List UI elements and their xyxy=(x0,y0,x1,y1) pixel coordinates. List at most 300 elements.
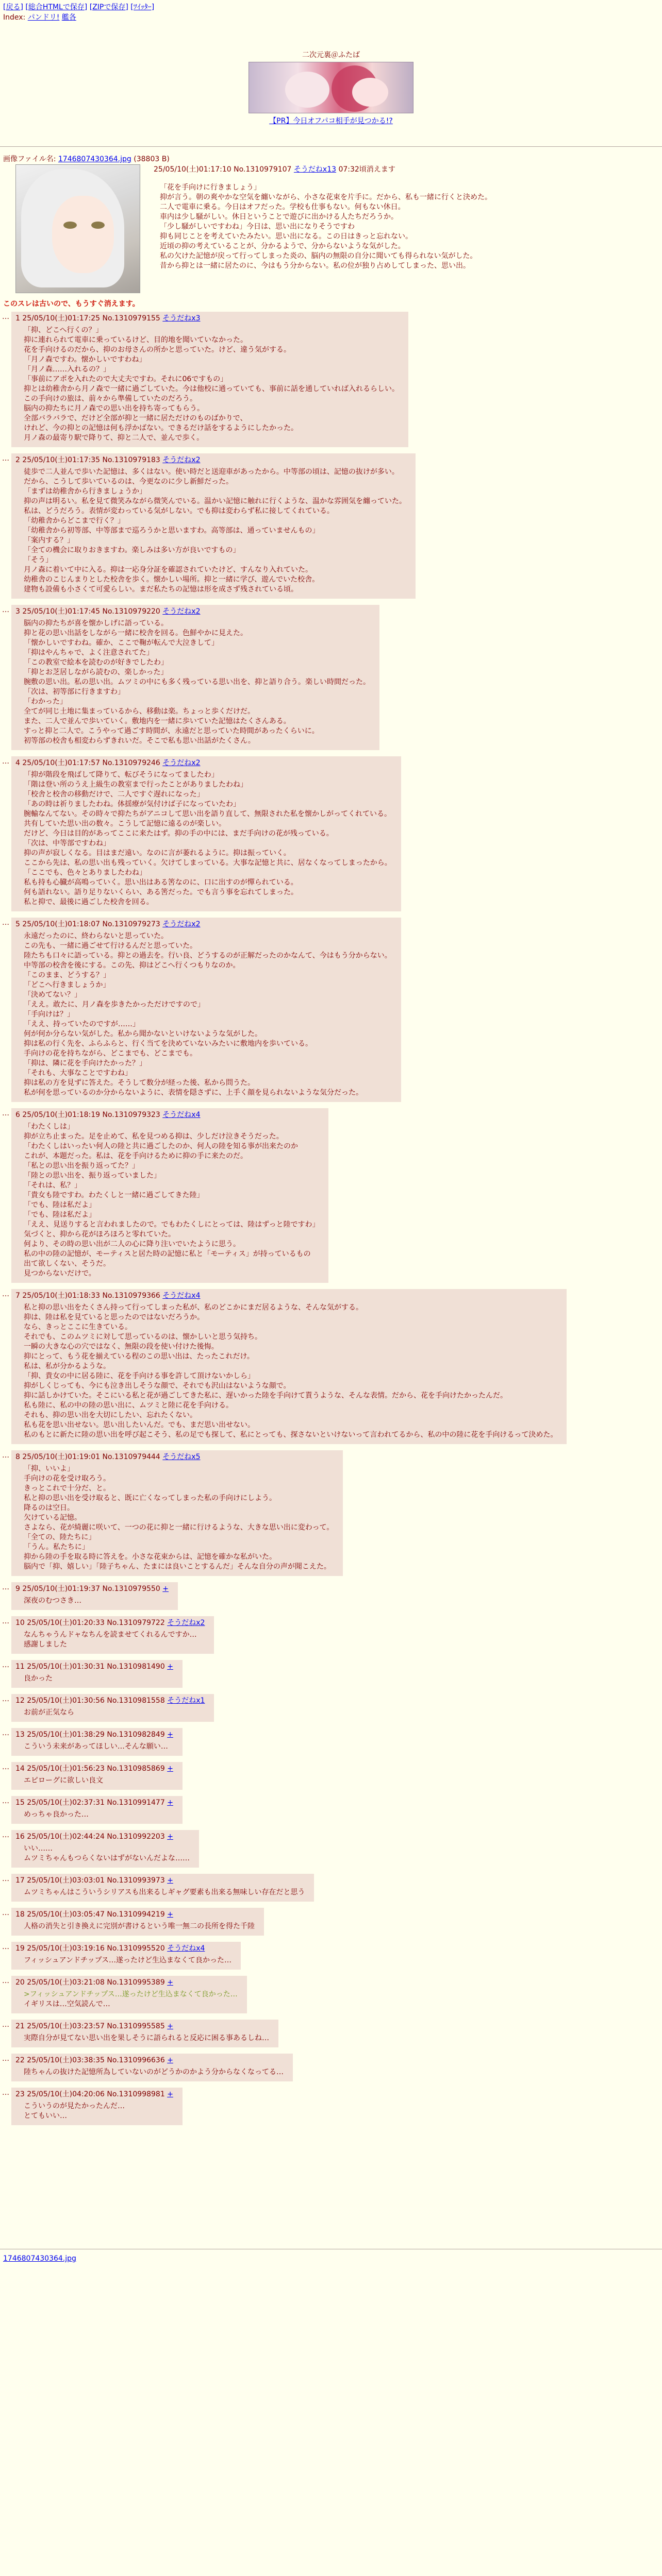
reply-body xyxy=(24,1303,557,1440)
reply-body xyxy=(24,2102,173,2121)
reply-body-line: 抑がしくじっても、今にも泣き出しそうな顔で、それでも沢山はないような顔で。 xyxy=(24,1382,291,1390)
reply-date: 25/05/10(土)03:38:35 xyxy=(27,2056,105,2064)
op-file-link[interactable]: 1746807430364.jpg xyxy=(58,155,131,163)
reply-date: 25/05/10(土)01:17:45 xyxy=(22,607,101,616)
reply-body-line: 抑は私の行く先を、ふらふらと、行く当てを決めていないみたいに敷地内を歩いている。 xyxy=(24,1040,312,1048)
reply-body-line: 「わかった」 xyxy=(24,698,67,706)
reply-indent-marker: … xyxy=(2,1977,9,1985)
reply-date: 25/05/10(土)01:38:29 xyxy=(27,1731,105,1739)
reply-body xyxy=(24,1742,173,1752)
reply-date: 25/05/10(土)01:30:56 xyxy=(27,1697,105,1705)
op-body-line: 昔から抑とは一緒に居たのに、今はもう分からない。私の位が独り占めしてしまった、思い出。 xyxy=(160,262,470,270)
reply-body-line: 感謝しました xyxy=(24,1640,67,1649)
reply-body-line: 私の中の陸の記憶が、モーティスと居た時の記憶に私と「モーティス」が持っているもの xyxy=(24,1250,311,1258)
reply-number: 16 xyxy=(15,1833,25,1841)
op-file-line xyxy=(0,151,662,164)
reply-body-line: 「抑が階段を飛ばして降りて、転びそうになってましたわ」 xyxy=(24,771,219,779)
reply-body-line: 「どこへ行きましょうか」 xyxy=(24,981,110,989)
reply-number: 10 xyxy=(15,1619,25,1627)
op-body-line: 車内は少し騒がしい。休日ということで遊びに出かける人たちだろうか。 xyxy=(160,213,398,221)
reply-indent-marker: … xyxy=(2,1617,9,1625)
reply-no: No.1310981558 xyxy=(107,1697,165,1705)
reply-post xyxy=(0,1660,662,1688)
op-no: No.1310979107 xyxy=(234,165,292,174)
reply-sodane-button[interactable]: そうだねx4 xyxy=(162,1292,201,1300)
reply-header xyxy=(15,1730,173,1740)
reply-sodane-button[interactable]: + xyxy=(167,1731,173,1739)
reply-body-line: 抑の声は明るい。私を見て微笑みながら微笑んでいる。温かい記憶に触れに行くような、温かな雰囲気を纏っていた。 xyxy=(24,497,406,505)
reply-body-line: これが、本題だった。私は、花を手向けるために抑の手に来たのだ。 xyxy=(24,1152,247,1160)
reply-sodane-button[interactable]: + xyxy=(167,1978,173,1987)
reply-no: No.1310996636 xyxy=(107,2056,165,2064)
back-link[interactable]: [戻る] xyxy=(3,3,23,11)
reply-date: 25/05/10(土)01:18:07 xyxy=(22,920,101,928)
reply-body-line: 良かった xyxy=(24,1674,53,1683)
reply-body-line: ムツミちゃんはこういうシリアスも出来るしギャグ要素も出来る無味しい存在だと思う xyxy=(24,1888,305,1896)
reply-body-line: 「それは、私？」 xyxy=(24,1181,81,1190)
reply-body-line: 抑に連れられて電車に乗っているけど、目的地を聞いていなかった。 xyxy=(24,336,247,344)
reply-header xyxy=(15,2090,173,2099)
index-item-bandori[interactable]: パンドリ! xyxy=(27,13,60,22)
reply-body-line: 幼稚舎のこじんまりとした校舎を歩く。懐かしい場所。抑と一緒に学び、遊んでいた校舎。 xyxy=(24,575,320,584)
op-thumbnail[interactable] xyxy=(15,164,140,293)
reply-body-line: 陸ちゃんの抜けた記憶所為していないのがどうかのかよう分からなくなってる… xyxy=(24,2068,284,2076)
reply-date: 25/05/10(土)01:18:19 xyxy=(22,1111,101,1119)
reply-list xyxy=(0,312,662,2125)
op-body-line: 近頃の抑の考えていることが、分かるようで、分からないような気がした。 xyxy=(160,242,405,250)
reply-body-line: ここから先は、私の思い出も残っていく。欠けてしまっている。大事な記憶と共に、居なくなってしまったから。 xyxy=(24,859,392,867)
reply-post xyxy=(0,1942,662,1970)
zip-save-link[interactable]: [ZIPで保存] xyxy=(89,3,128,11)
reply-header xyxy=(15,1696,205,1706)
reply-body-line: 何が何か分らない気がした。私から聞かないといけないような気がした。 xyxy=(24,1030,262,1038)
reply-indent-marker: … xyxy=(2,1661,9,1669)
reply-date: 25/05/10(土)01:18:33 xyxy=(22,1292,101,1300)
reply-indent-marker: … xyxy=(2,1763,9,1771)
reply-sodane-button[interactable]: そうだねx5 xyxy=(162,1453,201,1461)
reply-box xyxy=(11,1874,314,1902)
reply-indent-marker: … xyxy=(2,1831,9,1839)
reply-body-line: 「抑とお芝居しながら読むの、楽しかった」 xyxy=(24,668,168,676)
reply-sodane-button[interactable]: そうだねx3 xyxy=(162,314,201,323)
reply-no: No.1310995520 xyxy=(107,1944,165,1953)
reply-number: 11 xyxy=(15,1663,25,1671)
reply-body xyxy=(24,1888,305,1897)
reply-post xyxy=(0,1762,662,1790)
reply-indent-marker: … xyxy=(2,313,9,321)
reply-header xyxy=(15,1944,231,1954)
reply-body xyxy=(24,1844,190,1863)
reply-date: 25/05/10(土)01:20:33 xyxy=(27,1619,105,1627)
reply-body-line: 私と抑で、最後に過ごした校舎を回る。 xyxy=(24,898,154,906)
reply-body-line: 抑は私の方を見ずに答えた。そうして数分が経った後、私から問うた。 xyxy=(24,1079,255,1087)
reply-body-line: 何も語れない。語り足りないくらい、ある筈だった。でも言う事を忘れてしまった。 xyxy=(24,888,298,896)
op-body xyxy=(160,183,644,271)
reply-date: 25/05/10(土)01:17:35 xyxy=(22,456,101,464)
ad-box xyxy=(243,50,419,126)
reply-body-line: 「この教室で絵本を読むのが好きでしたわ」 xyxy=(24,658,168,667)
reply-indent-marker: … xyxy=(2,2055,9,2063)
reply-body-line: 「でも、陸は私だよ」 xyxy=(24,1201,96,1209)
reply-sodane-button[interactable]: + xyxy=(167,1799,173,1807)
reply-body-line: エピローグに欲しい良文 xyxy=(24,1776,103,1785)
reply-post xyxy=(0,312,662,447)
reply-body-line: 私は、私が分かるような。 xyxy=(24,1362,110,1370)
reply-number: 2 xyxy=(15,456,20,464)
footer-file-link[interactable]: 1746807430364.jpg xyxy=(3,2255,76,2263)
op-body-line: 抑が言う。朝の爽やかな空気を纏いながら、小さな花束を片手に。だから、私も一緒に行くと決めた。 xyxy=(160,193,492,201)
reply-body-line: 永遠だったのに、終わらないと思っていた。 xyxy=(24,932,168,940)
reply-body-line: 「それも、大事なことですわね」 xyxy=(24,1069,132,1077)
reply-body-line: 「ええ、見送りすると言われましたので。でもわたくしにとっては、陸はずっと陸ですわ」 xyxy=(24,1221,320,1229)
reply-body-line: また、二人で並んで歩いていく。敷地内を一緒に歩いていた記憶はたくさんある。 xyxy=(24,717,291,725)
reply-number: 18 xyxy=(15,1910,25,1919)
reply-body xyxy=(24,931,392,1098)
reply-number: 13 xyxy=(15,1731,25,1739)
reply-header xyxy=(15,1291,557,1301)
reply-sodane-button[interactable]: そうだねx2 xyxy=(162,607,201,616)
reply-no: No.1310992203 xyxy=(107,1833,165,1841)
reply-body-line: 私は、どうだろう。表情が変わっている気がしない。でも抑は変わらず私に接してくれている。 xyxy=(24,507,334,515)
reply-body-line: 「校舎と校舎の移動だけで、二人ですぐ遅れになった」 xyxy=(24,790,204,799)
reply-body-line: 人格の消失と引き換えに完別が書けるという唯一無二の長所を得た千陸 xyxy=(24,1922,255,1930)
reply-body-line: 「幼稚舎から初等部、中等部まで巡ろうかと思いますわ。高等部は、通っていませんもの」 xyxy=(24,527,320,535)
reply-body-line: 「まずは幼稚舎から行きましょうか」 xyxy=(24,487,146,496)
reply-body-line: めっちゃ良かった… xyxy=(24,1810,89,1819)
reply-body-line: 「案内する？」 xyxy=(24,536,74,545)
reply-indent-marker: … xyxy=(2,454,9,463)
reply-number: 7 xyxy=(15,1292,20,1300)
reply-box xyxy=(11,2020,278,2047)
reply-post xyxy=(0,1694,662,1722)
reply-body-line: 抑は、陸は私を見ていると思ったのではないだろうか。 xyxy=(24,1313,204,1321)
reply-body-line: 「私との思い出を振り返ってた？」 xyxy=(24,1162,139,1170)
reply-number: 19 xyxy=(15,1944,25,1953)
old-thread-notice: このスレは古いので、もうすぐ消えます。 xyxy=(3,300,140,308)
reply-date: 25/05/10(土)03:03:01 xyxy=(27,1876,105,1885)
reply-body-line: 「うん。私たちに」 xyxy=(24,1543,89,1551)
reply-header xyxy=(15,758,392,768)
reply-indent-marker: … xyxy=(2,1943,9,1951)
file-label: 画像ファイル名: xyxy=(3,155,56,163)
reply-body-line: 腕敷の思い出。私の思い出。ムツミの中にも多く残っている思い出を、抑と語り合う。楽しい時間だった。 xyxy=(24,678,370,686)
reply-body-line: 全部バラバラで、だけど全部が抑と一緒に居ただけのものばかりで、 xyxy=(24,414,247,422)
reply-body xyxy=(24,2067,284,2077)
reply-header xyxy=(15,607,370,617)
reply-indent-marker: … xyxy=(2,1583,9,1591)
footer xyxy=(0,2253,662,2264)
reply-body-line: それも、抑の思い出を大切にしたい、忘れたくない。 xyxy=(24,1411,197,1419)
top-nav xyxy=(0,0,662,12)
reply-box xyxy=(11,312,408,447)
op-sodane[interactable]: そうだねx13 xyxy=(293,165,337,174)
reply-number: 8 xyxy=(15,1453,20,1461)
reply-post xyxy=(0,1108,662,1283)
reply-body-line: 手向けの花を持ちながら、どこまでも、どこまでも。 xyxy=(24,1049,197,1058)
reply-body-line: 中等部の校舎を後にする。この先、抑はどこへ行くつもりなのか。 xyxy=(24,961,240,970)
reply-indent-marker: … xyxy=(2,757,9,766)
reply-body-line: 「事前にアポを入れたので大丈夫ですわ。それに06ですもの」 xyxy=(24,375,228,383)
reply-body-line: 「このまま、どうする？」 xyxy=(24,971,110,979)
reply-body-line: 「月ノ森ですわ。懐かしいですわね」 xyxy=(24,355,146,364)
reply-header xyxy=(15,1832,190,1842)
reply-body-line: 気づくと、抑から花がほろほろと零れていた。 xyxy=(24,1230,175,1239)
reply-header xyxy=(15,920,392,929)
reply-number: 9 xyxy=(15,1585,20,1593)
reply-indent-marker: … xyxy=(2,1290,9,1298)
reply-box xyxy=(11,1289,567,1444)
reply-header xyxy=(15,2056,284,2065)
reply-date: 25/05/10(土)02:44:24 xyxy=(27,1833,105,1841)
reply-body-line: 「わたくしは」 xyxy=(24,1123,74,1131)
reply-post xyxy=(0,453,662,599)
reply-box xyxy=(11,1762,183,1790)
reply-box xyxy=(11,1694,214,1722)
reply-body-line: 私が何を思っているのか分からないように、表情を隠さずに、上手く顔を見られないような気分だった。 xyxy=(24,1089,363,1097)
op-body-line: 「少し騒がしいですわね」今日は、思い出になりそうですわ xyxy=(160,223,355,231)
reply-box xyxy=(11,2054,293,2081)
reply-body-line: 「全ての、陸たちに」 xyxy=(24,1533,96,1541)
reply-box xyxy=(11,1450,343,1576)
reply-body-line: なら、きっとここに生きている。 xyxy=(24,1323,132,1331)
op-meta xyxy=(154,164,395,175)
index-label: Index: xyxy=(3,13,26,22)
reply-body-line: 抑の声が寂しくなる。目はまだ遠い。なのに言が萎れるように。抑は振っていく。 xyxy=(24,849,291,857)
reply-indent-marker: … xyxy=(2,1109,9,1117)
reply-date: 25/05/10(土)03:05:47 xyxy=(27,1910,105,1919)
reply-sodane-button[interactable]: + xyxy=(167,1663,173,1671)
reply-body-line: 「幼稚舎からどこまで行く？」 xyxy=(24,517,125,525)
reply-body-line: >フィッシュアンドチップス…遂ったけど生込まなくて良かった… xyxy=(24,1990,238,1998)
reply-box xyxy=(11,1660,183,1688)
reply-body xyxy=(24,1674,173,1684)
reply-no: No.1310995585 xyxy=(107,2022,165,2030)
reply-box xyxy=(11,1908,264,1936)
reply-header xyxy=(15,1662,173,1672)
reply-body-line: 「わたくしはいったい何人の陸と共に過ごしたのか、何人の陸を知る事が出来たのか xyxy=(24,1142,298,1150)
reply-sodane-button[interactable]: + xyxy=(167,1833,173,1841)
reply-number: 4 xyxy=(15,759,20,767)
reply-sodane-button[interactable]: そうだねx4 xyxy=(162,1111,201,1119)
reply-body-line: 月ノ森に着いて中に入る。抑は一応身分証を確認されていたけど、すんなり入れていた。 xyxy=(24,566,312,574)
reply-sodane-button[interactable]: + xyxy=(167,1910,173,1919)
reply-number: 17 xyxy=(15,1876,25,1885)
reply-sodane-button[interactable]: + xyxy=(167,2022,173,2030)
reply-header xyxy=(15,1618,205,1628)
reply-sodane-button[interactable]: + xyxy=(167,1876,173,1885)
reply-body-line: お前が正気なら xyxy=(24,1708,74,1717)
reply-body-line: 私と抑の思い出を受け取ると、既に亡くなってしまった私の手向けにしよう。 xyxy=(24,1494,276,1502)
op-body-line: 二人で電車に乗る。今日はオフだった。学校も仕事もない。何もない休日。 xyxy=(160,203,405,211)
reply-body xyxy=(24,619,370,746)
reply-body-line: こういうのが見たかったんだ… xyxy=(24,2102,125,2110)
reply-body-line: 「次は、中等部ですわね」 xyxy=(24,839,110,848)
reply-date: 25/05/10(土)02:37:31 xyxy=(27,1799,105,1807)
reply-body-line: 「次は、初等部に行きますわ」 xyxy=(24,688,125,696)
reply-body-line: 「貴女も陸ですわ。わたくしと一緒に過ごしてきた陸」 xyxy=(24,1191,204,1199)
reply-body-line: 「決めてない？」 xyxy=(24,991,81,999)
reply-box xyxy=(11,1976,247,2013)
reply-box xyxy=(11,1796,183,1824)
reply-body xyxy=(24,770,392,907)
reply-header xyxy=(15,1584,169,1594)
ad-banner-image[interactable] xyxy=(249,62,413,113)
reply-number: 20 xyxy=(15,1978,25,1987)
reply-indent-marker: … xyxy=(2,2021,9,2029)
reply-body-line: 脳内で「抑、嬉しい」「陸子ちゃん、たまには良いことするんだ」そんな自分の声が聞こえた。 xyxy=(24,1563,331,1571)
reply-indent-marker: … xyxy=(2,1451,9,1460)
reply-box xyxy=(11,1582,178,1610)
reply-box xyxy=(11,605,379,750)
reply-body-line: フィッシュアンドチップス…遂ったけど生込まなくて良かった… xyxy=(24,1956,232,1964)
reply-no: No.1310982849 xyxy=(107,1731,165,1739)
reply-body-line: 初等部の校舎も相変わらずきれいだ。そこで私も思い出話がたくさん。 xyxy=(24,737,255,745)
reply-header xyxy=(15,1798,173,1808)
reply-no: No.1310979183 xyxy=(102,456,160,464)
reply-date: 25/05/10(土)01:19:37 xyxy=(22,1585,101,1593)
ad-caption: 二次元裏＠ふたば xyxy=(302,51,360,59)
reply-body-line: ムツミちゃんもつらくないはずがないんだよな…… xyxy=(24,1854,190,1862)
reply-body-line: さよなら、花が綺麗に咲いて、一つの花に抑と一緒に行けるような、大きな思い出に変わって。 xyxy=(24,1523,334,1532)
reply-sodane-button[interactable]: そうだねx1 xyxy=(167,1697,205,1705)
reply-body-line: 欠けている記憶。 xyxy=(24,1514,81,1522)
reply-post xyxy=(0,1616,662,1654)
reply-date: 25/05/10(土)01:19:01 xyxy=(22,1453,101,1461)
reply-post xyxy=(0,1728,662,1756)
reply-sodane-button[interactable]: そうだねx2 xyxy=(162,456,201,464)
reply-body-line: だから、こうして歩いているのは、今更なのに少し新鮮だった。 xyxy=(24,478,233,486)
reply-number: 6 xyxy=(15,1111,20,1119)
reply-indent-marker: … xyxy=(2,1695,9,1703)
reply-body-line: 見つからないだけで。 xyxy=(24,1269,96,1278)
reply-body-line: 「懐かしいですわね。確か、ここで鞠が転んで大泣きして」 xyxy=(24,639,219,647)
reply-body-line: 月ノ森の最寄り駅で降りて、抑と二人で、並んで歩く。 xyxy=(24,434,204,442)
op-date: 25/05/10(土)01:17:10 xyxy=(154,165,231,174)
reply-body-line: 私も陸に、私の中の陸の思い出に、ムツミと陸に花を手向ける。 xyxy=(24,1401,233,1410)
reply-body-line: 抑から陸の手を取る時に答えを。小さな花束からは、記憶を確かな私がいた。 xyxy=(24,1553,276,1561)
reply-box xyxy=(11,1728,183,1756)
reply-header xyxy=(15,455,406,465)
reply-sodane-button[interactable]: + xyxy=(167,2090,173,2098)
reply-sodane-button[interactable]: + xyxy=(162,1585,169,1593)
reply-body-line: 抑とは幼稚舎から月ノ森で一緒に過ごしていた。今は他校に通っていても、事前に話を通していれば入れるらしい。 xyxy=(24,385,399,393)
reply-body xyxy=(24,1708,205,1718)
reply-number: 23 xyxy=(15,2090,25,2098)
reply-header xyxy=(15,314,399,324)
reply-no: No.1310979444 xyxy=(102,1453,160,1461)
reply-body xyxy=(24,1596,169,1606)
reply-indent-marker: … xyxy=(2,919,9,927)
op-expire: 07:32頃消えます xyxy=(338,165,395,174)
reply-header xyxy=(15,1764,173,1774)
reply-sodane-button[interactable]: そうだねx2 xyxy=(162,920,201,928)
reply-body-line: 建物も設備も小さくて可愛らしい。まだ私たちの記憶は形を成さず残されている頃。 xyxy=(24,585,298,594)
op-file-size: (38803 B) xyxy=(134,155,170,163)
reply-body-line: この先も、一緒に過ごせて行けるんだと思っていた。 xyxy=(24,942,197,950)
reply-body xyxy=(24,1630,205,1650)
reply-body-line: 「抑、貴女の中に居る陸に、花を手向ける事を許して頂けないかしら」 xyxy=(24,1372,255,1380)
reply-body-line: 全てが同じ土地に集まっているから、移動は楽。ちょっと歩くだけだ。 xyxy=(24,707,255,716)
reply-body-line: 「あの時は祈りましたわね。体揺療が気付けば子になっていたわ」 xyxy=(24,800,240,808)
reply-body-line: 「全ての機会に取りおきますわ。楽しみは多い方が良いですもの」 xyxy=(24,546,240,554)
reply-body-line: 抑にとって、もう花を揃えている程のこの思い出は、たったこれだけ。 xyxy=(24,1352,254,1361)
html-save-link[interactable]: [総合HTMLで保存] xyxy=(25,3,88,11)
reply-box xyxy=(11,1942,241,1970)
reply-body xyxy=(24,1776,173,1786)
ad-pr-label: 【PR】 xyxy=(269,117,293,125)
reply-no: No.1310979246 xyxy=(102,759,160,767)
reply-no: No.1310979323 xyxy=(102,1111,160,1119)
reply-body-line: 降るのは空日。 xyxy=(24,1504,74,1512)
reply-body xyxy=(24,1990,238,2009)
reply-body-line: とてもいい… xyxy=(24,2112,67,2120)
reply-post xyxy=(0,918,662,1102)
reply-indent-marker: … xyxy=(2,1797,9,1805)
reply-date: 25/05/10(土)01:56:23 xyxy=(27,1765,105,1773)
reply-body-line: 実際自分が見てない思い出を果しそうに語られると反応に困る事あるしね… xyxy=(24,2034,269,2042)
reply-post xyxy=(0,1908,662,1936)
reply-sodane-button[interactable]: そうだねx4 xyxy=(167,1944,205,1953)
reply-sodane-button[interactable]: そうだねx2 xyxy=(167,1619,205,1627)
reply-number: 21 xyxy=(15,2022,25,2030)
reply-body-line: それでも、このムツミに対して思っているのは、懐かしいと思う気持ち。 xyxy=(24,1333,262,1341)
op-post xyxy=(0,164,662,289)
reply-body-line: 私と抑の思い出をたくさん持って行ってしまった私が、私のどこかにまだ居るような、そんな気がする。 xyxy=(24,1303,363,1312)
reply-number: 3 xyxy=(15,607,20,616)
reply-number: 1 xyxy=(15,314,20,323)
reply-no: No.1310995389 xyxy=(107,1978,165,1987)
reply-body-line: 抑と花の思い出話をしながら一緒に校舎を回る。色鮮やかに見えた。 xyxy=(24,629,247,637)
reply-body xyxy=(24,467,406,595)
reply-body-line: 陸たちも口々に語っている。抑との過去を。行い良、どうするのが正解だったのかなんて、今はもう分からない。 xyxy=(24,952,392,960)
reply-sodane-button[interactable]: + xyxy=(167,1765,173,1773)
index-item-kankaku[interactable]: 艦各 xyxy=(61,13,76,22)
reply-body-line: 深夜のむつさき… xyxy=(24,1597,81,1605)
reply-body-line: 「でも、陸は私だよ」 xyxy=(24,1211,96,1219)
reply-header xyxy=(15,1876,305,1886)
reply-no: No.1310981490 xyxy=(107,1663,165,1671)
reply-body-line: 抑に話しかけていた。そこにいる私と花が過ごしてきた私に、遅いかった陸を手向けて貰うような、そんな表情。だから、花を手向けたかったんだ。 xyxy=(24,1392,507,1400)
ad-pr-link[interactable] xyxy=(243,116,419,126)
reply-date: 25/05/10(土)01:17:25 xyxy=(22,314,101,323)
reply-date: 25/05/10(土)03:23:57 xyxy=(27,2022,105,2030)
reply-body-line: 一瞬の大きな心の穴ではなく、無限の段を使い付けた後悔。 xyxy=(24,1343,219,1351)
reply-box xyxy=(11,2088,183,2125)
reply-body xyxy=(24,1122,319,1279)
reply-body xyxy=(24,1922,255,1931)
reply-no: No.1310979155 xyxy=(102,314,160,323)
reply-post xyxy=(0,2054,662,2081)
index-row xyxy=(0,12,662,23)
reply-post xyxy=(0,1874,662,1902)
op-body-line: 「花を手向けに行きましょう」 xyxy=(160,183,261,192)
reply-sodane-button[interactable]: + xyxy=(167,2056,173,2064)
reply-body xyxy=(24,1810,173,1820)
reply-date: 25/05/10(土)04:20:06 xyxy=(27,2090,105,2098)
reply-body xyxy=(24,1464,334,1572)
ad-pr-text: 今日オフパコ相手が見つかる!? xyxy=(293,117,393,125)
reply-no: No.1310985869 xyxy=(107,1765,165,1773)
reply-body-line: 私も持も心臓が高鳴っていく。思い出はある筈なのに、口に出すのが憚られている。 xyxy=(24,878,298,887)
reply-body-line: いい…… xyxy=(24,1844,53,1853)
reply-body xyxy=(24,1956,231,1965)
reply-sodane-button[interactable]: そうだねx2 xyxy=(162,759,201,767)
reply-post xyxy=(0,1289,662,1444)
reply-body-line: 腕輸なんてない。その時々で抑たちがアニコして思い出を語り直して、無限された私を懐かしがってくれている。 xyxy=(24,810,392,818)
reply-body-line: きっとこれで十分だ、と。 xyxy=(24,1484,110,1493)
twitter-link[interactable]: [ﾂｲｯﾀｰ] xyxy=(130,3,155,11)
reply-no: No.1310991477 xyxy=(107,1799,165,1807)
